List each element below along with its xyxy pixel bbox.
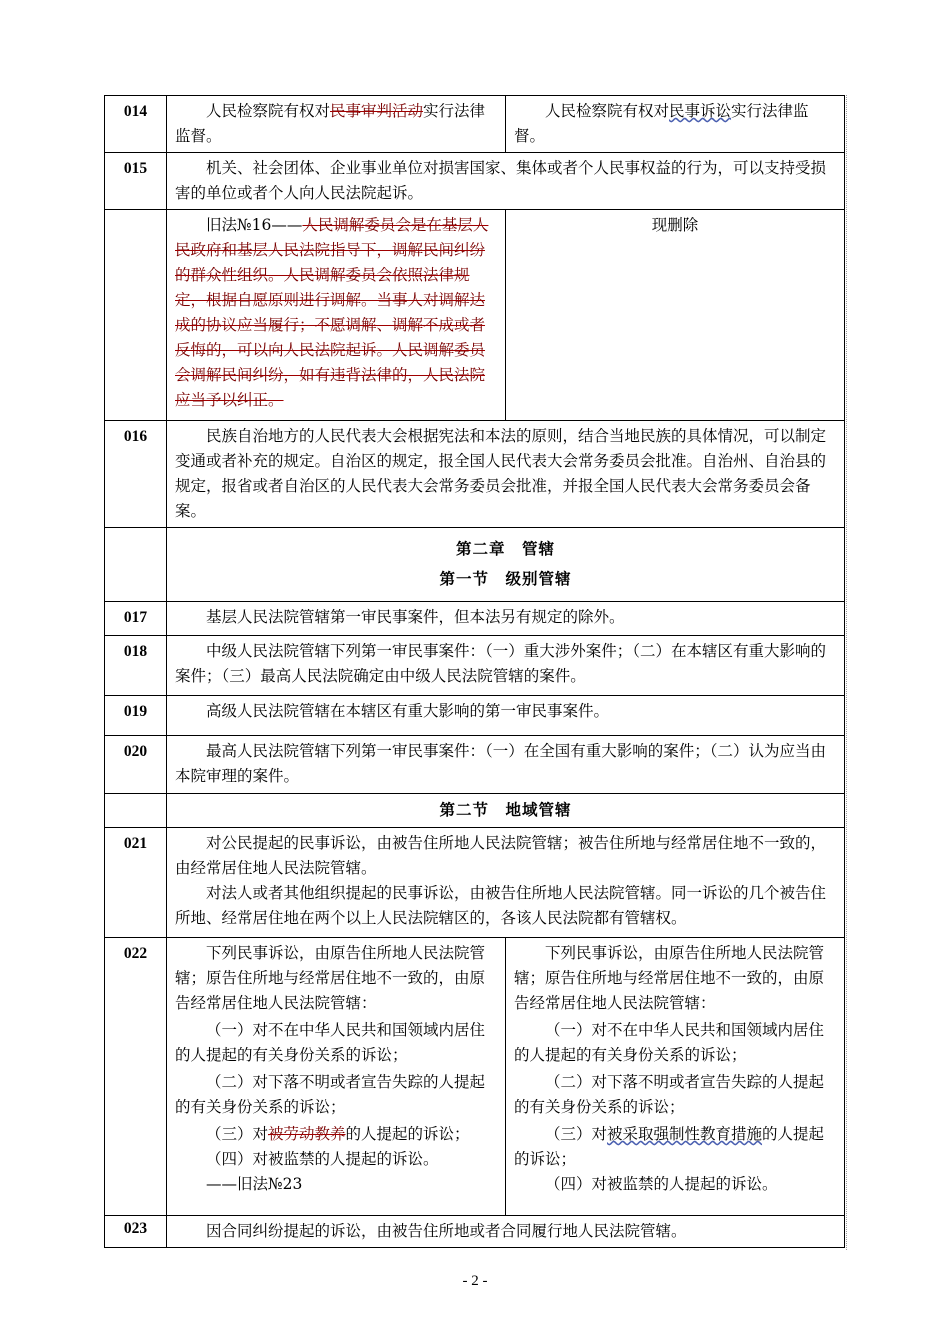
new-law-cell: 人民检察院有权对民事诉讼实行法律监督。 [506,96,845,153]
table-row [105,736,845,794]
article-number: 014 [105,96,167,153]
table-row [105,696,845,736]
table-row [105,938,845,1216]
law-comparison-table [104,95,845,1248]
article-number: 020 [105,736,167,794]
removed-note: 现删除 [651,216,699,234]
table-row [105,421,845,528]
article-number: 016 [105,421,167,528]
article-number: 021 [105,828,167,938]
old-law-cell: 人民检察院有权对民事审判活动实行法律监督。 [167,96,506,153]
inserted-text: 被采取强制性教育措施 [607,1125,763,1143]
deleted-text: 人民调解委员会是在基层人民政府和基层人民法院指导下，调解民间纠纷的群众性组织。人民调解委员会依照法律规定，根据自愿原则进行调解。当事人对调解达成的协议应当履行；不愿调解、调解不成或者反悔的，可以向人民法院起诉。人民调解委员会调解民间纠纷，如有违背法律的，人民法院应当予以纠正。 [175,216,489,409]
new-law-cell [506,210,845,421]
law-text-cell: 高级人民法院管辖在本辖区有重大影响的第一审民事案件。 [167,696,845,736]
chapter-title: 第二章 管辖 [455,539,555,558]
section-title: 第二节 地域管辖 [439,800,572,819]
article-number: 022 [105,938,167,1216]
law-text-cell: 民族自治地方的人民代表大会根据宪法和本法的原则，结合当地民族的具体情况，可以制定变通或者补充的规定。自治区的规定，报全国人民代表大会常务委员会批准。自治州、自治县的规定，报省或者自治区的人民代表大会常务委员会批准，并报全国人民代表大会常务委员会备案。 [167,421,845,528]
new-law-cell: 下列民事诉讼，由原告住所地人民法院管辖；原告住所地与经常居住地不一致的，由原告经常居住地人民法院管辖： （一）对不在中华人民共和国领域内居住的人提起的有关身份关系的诉讼； （二）对下落不明或者宣告失踪的人提起的有关身份关系的诉讼； （三）对被采取强制性教育措施的人提起的诉讼； （四）对被监禁的人提起的诉讼。 [506,938,845,1216]
old-law-cell: 下列民事诉讼，由原告住所地人民法院管辖；原告住所地与经常居住地不一致的，由原告经常居住地人民法院管辖： （一）对不在中华人民共和国领域内居住的人提起的有关身份关系的诉讼； （二）对下落不明或者宣告失踪的人提起的有关身份关系的诉讼； （三）对被劳动教养的人提起的诉讼； （四）对被监禁的人提起的诉讼。 ——旧法№23 [167,938,506,1216]
deleted-text: 民事审判活动 [330,102,424,120]
table-row [105,1216,845,1248]
law-text-cell: 基层人民法院管辖第一审民事案件，但本法另有规定的除外。 [167,602,845,636]
article-number: 018 [105,636,167,696]
article-number: 017 [105,602,167,636]
empty-number-cell [105,210,167,421]
law-text-cell: 因合同纠纷提起的诉讼，由被告住所地或者合同履行地人民法院管辖。 [167,1216,845,1248]
article-number: 023 [105,1216,167,1248]
table-row [105,636,845,696]
empty-number-cell [105,528,167,602]
table-row [105,96,845,153]
section-heading-cell [167,794,845,828]
table-row [105,153,845,210]
law-text-cell: 对公民提起的民事诉讼，由被告住所地人民法院管辖；被告住所地与经常居住地不一致的，由经常居住地人民法院管辖。 对法人或者其他组织提起的民事诉讼，由被告住所地人民法院管辖。同一诉讼的几个被告住所地、经常居住地在两个以上人民法院辖区的，各该人民法院都有管辖权。 [167,828,845,938]
deleted-text: 被劳动教养 [268,1125,346,1143]
old-law-cell: 旧法№16——人民调解委员会是在基层人民政府和基层人民法院指导下，调解民间纠纷的群众性组织。人民调解委员会依照法律规定，根据自愿原则进行调解。当事人对调解达成的协议应当履行；不愿调解、调解不成或者反悔的，可以向人民法院起诉。人民调解委员会调解民间纠纷，如有违背法律的，人民法院应当予以纠正。 [167,210,506,421]
section-title: 第一节 级别管辖 [439,569,572,588]
table-row [105,794,845,828]
table-row [105,210,845,421]
table-row [105,528,845,602]
law-text-cell: 机关、社会团体、企业事业单位对损害国家、集体或者个人民事权益的行为，可以支持受损害的单位或者个人向人民法院起诉。 [167,153,845,210]
law-text-cell: 中级人民法院管辖下列第一审民事案件：（一）重大涉外案件；（二）在本辖区有重大影响的案件；（三）最高人民法院确定由中级人民法院管辖的案件。 [167,636,845,696]
law-text-cell: 最高人民法院管辖下列第一审民事案件：（一）在全国有重大影响的案件；（二）认为应当由本院审理的案件。 [167,736,845,794]
page-number: - 2 - [462,1273,488,1289]
empty-number-cell [105,794,167,828]
table-row [105,602,845,636]
article-number: 019 [105,696,167,736]
chapter-heading-cell [167,528,845,602]
revision-margin-line [846,95,849,1250]
inserted-text: 民事诉讼 [669,102,732,120]
table-row [105,828,845,938]
article-number: 015 [105,153,167,210]
